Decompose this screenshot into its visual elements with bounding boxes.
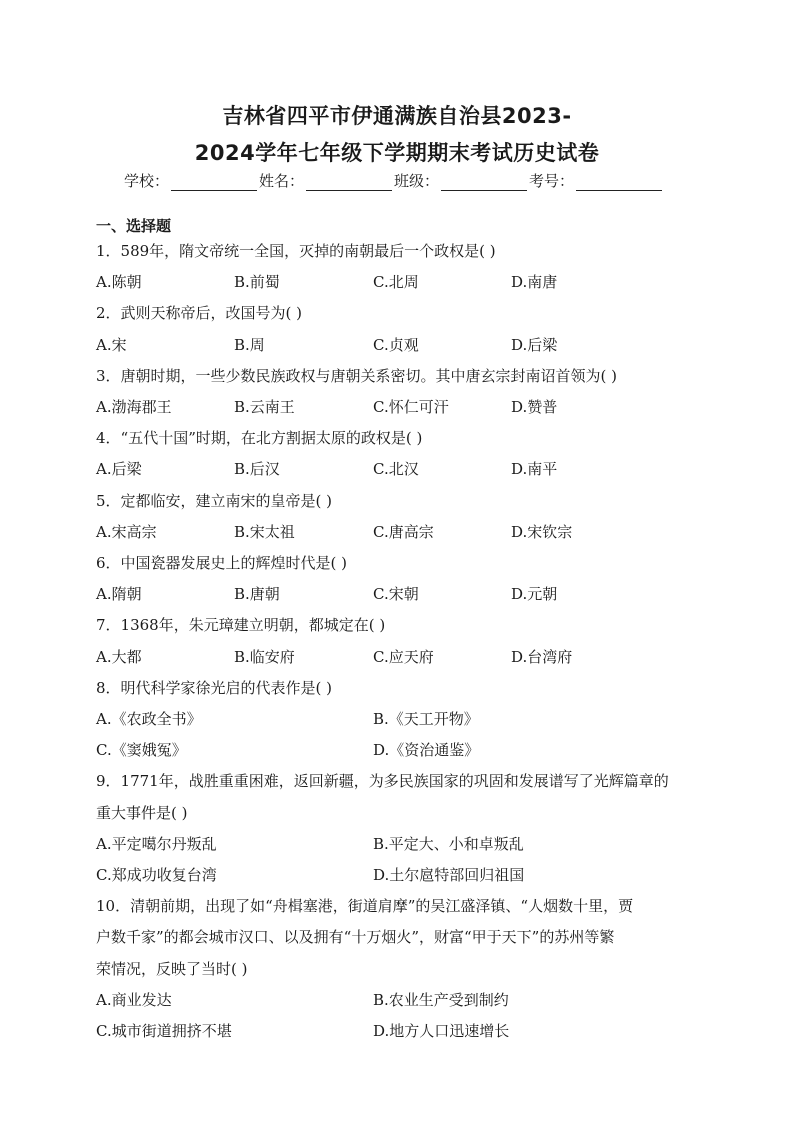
exam-title-line-2: 2024学年七年级下学期期末考试历史试卷: [194, 141, 600, 165]
question-stem: 8．明代科学家徐光启的代表作是( ): [96, 678, 333, 697]
answer-option[interactable]: A.平定噶尔丹叛乱: [96, 834, 217, 853]
question-stem: 7．1368年，朱元璋建立明朝，都城定在( ): [96, 616, 386, 635]
answer-option[interactable]: A.渤海郡王: [96, 398, 172, 416]
answer-option[interactable]: B.农业生产受到制约: [373, 990, 509, 1009]
answer-option[interactable]: D.南平: [511, 460, 558, 479]
answer-option[interactable]: D.赞普: [511, 398, 558, 416]
answer-option[interactable]: A.宋: [96, 335, 127, 354]
answer-option[interactable]: C.郑成功收复台湾: [96, 866, 217, 884]
answer-option[interactable]: B.平定大、小和卓叛乱: [373, 834, 524, 853]
question-stem: 荣情况，反映了当时( ): [96, 959, 248, 978]
question-stem: 1．589年，隋文帝统一全国，灭掉的南朝最后一个政权是( ): [96, 242, 496, 260]
answer-option[interactable]: A.隋朝: [96, 585, 142, 604]
answer-option[interactable]: D.土尔扈特部回归祖国: [373, 866, 525, 884]
answer-option[interactable]: B.临安府: [234, 647, 295, 666]
section-title: 一、选择题: [96, 217, 172, 235]
answer-option[interactable]: A.陈朝: [96, 273, 142, 292]
exam-number-blank[interactable]: [576, 176, 662, 191]
answer-option[interactable]: A.后梁: [96, 460, 142, 479]
question-stem: 10．清朝前期，出现了如“舟楫塞港，街道肩摩”的吴江盛泽镇、“人烟数十里，贾: [96, 897, 634, 916]
answer-option[interactable]: D.南唐: [511, 273, 558, 292]
question-stem: 重大事件是( ): [96, 803, 188, 822]
class-label: 班级：: [394, 172, 440, 190]
answer-option[interactable]: C.北汉: [373, 460, 419, 479]
answer-option[interactable]: C.《窦娥冤》: [96, 741, 187, 760]
question-stem: 9．1771年，战胜重重困难，返回新疆，为多民族国家的巩固和发展谱写了光辉篇章的: [96, 772, 669, 791]
answer-option[interactable]: C.应天府: [373, 647, 434, 666]
student-info-row: [124, 170, 664, 191]
name-blank[interactable]: [306, 176, 392, 191]
exam-number-label: 考号：: [529, 172, 575, 190]
school-label: 学校：: [124, 172, 170, 190]
answer-option[interactable]: A.大都: [96, 647, 142, 666]
question-stem: 4．“五代十国”时期，在北方割据太原的政权是( ): [96, 429, 423, 448]
name-label: 姓名：: [259, 172, 305, 190]
school-blank[interactable]: [171, 176, 257, 191]
answer-option[interactable]: A.商业发达: [96, 990, 172, 1009]
answer-option[interactable]: B.宋太祖: [234, 522, 295, 541]
question-stem: 2．武则天称帝后，改国号为( ): [96, 304, 303, 323]
answer-option[interactable]: D.元朝: [511, 585, 558, 604]
answer-option[interactable]: C.唐高宗: [373, 522, 434, 541]
answer-option[interactable]: C.贞观: [373, 335, 419, 354]
answer-option[interactable]: D.《资治通鉴》: [373, 741, 480, 760]
answer-option[interactable]: B.唐朝: [234, 585, 280, 604]
answer-option[interactable]: D.台湾府: [511, 647, 573, 666]
answer-option[interactable]: B.前蜀: [234, 273, 280, 292]
question-stem: 6．中国瓷器发展史上的辉煌时代是( ): [96, 554, 348, 572]
answer-option[interactable]: D.地方人口迅速增长: [373, 1022, 510, 1040]
answer-option[interactable]: A.宋高宗: [96, 522, 157, 541]
answer-option[interactable]: C.宋朝: [373, 585, 419, 604]
answer-option[interactable]: C.怀仁可汗: [373, 398, 449, 416]
answer-option[interactable]: D.宋钦宗: [511, 522, 573, 541]
answer-option[interactable]: B.周: [234, 335, 265, 354]
answer-option[interactable]: C.城市街道拥挤不堪: [96, 1022, 232, 1040]
answer-option[interactable]: B.《天工开物》: [373, 710, 479, 728]
answer-option[interactable]: C.北周: [373, 273, 419, 292]
answer-option[interactable]: D.后梁: [511, 335, 558, 354]
question-stem: 5．定都临安，建立南宋的皇帝是( ): [96, 491, 333, 510]
question-stem: 户数千家”的都会城市汉口、以及拥有“十万烟火”，财富“甲于天下”的苏州等繁: [96, 928, 615, 947]
exam-title-line-1: 吉林省四平市伊通满族自治县2023-: [222, 104, 572, 128]
question-stem: 3．唐朝时期，一些少数民族政权与唐朝关系密切。其中唐玄宗封南诏首领为( ): [96, 366, 618, 385]
answer-option[interactable]: B.后汉: [234, 460, 280, 479]
answer-option[interactable]: A.《农政全书》: [96, 710, 202, 728]
class-blank[interactable]: [441, 176, 527, 191]
answer-option[interactable]: B.云南王: [234, 398, 295, 416]
